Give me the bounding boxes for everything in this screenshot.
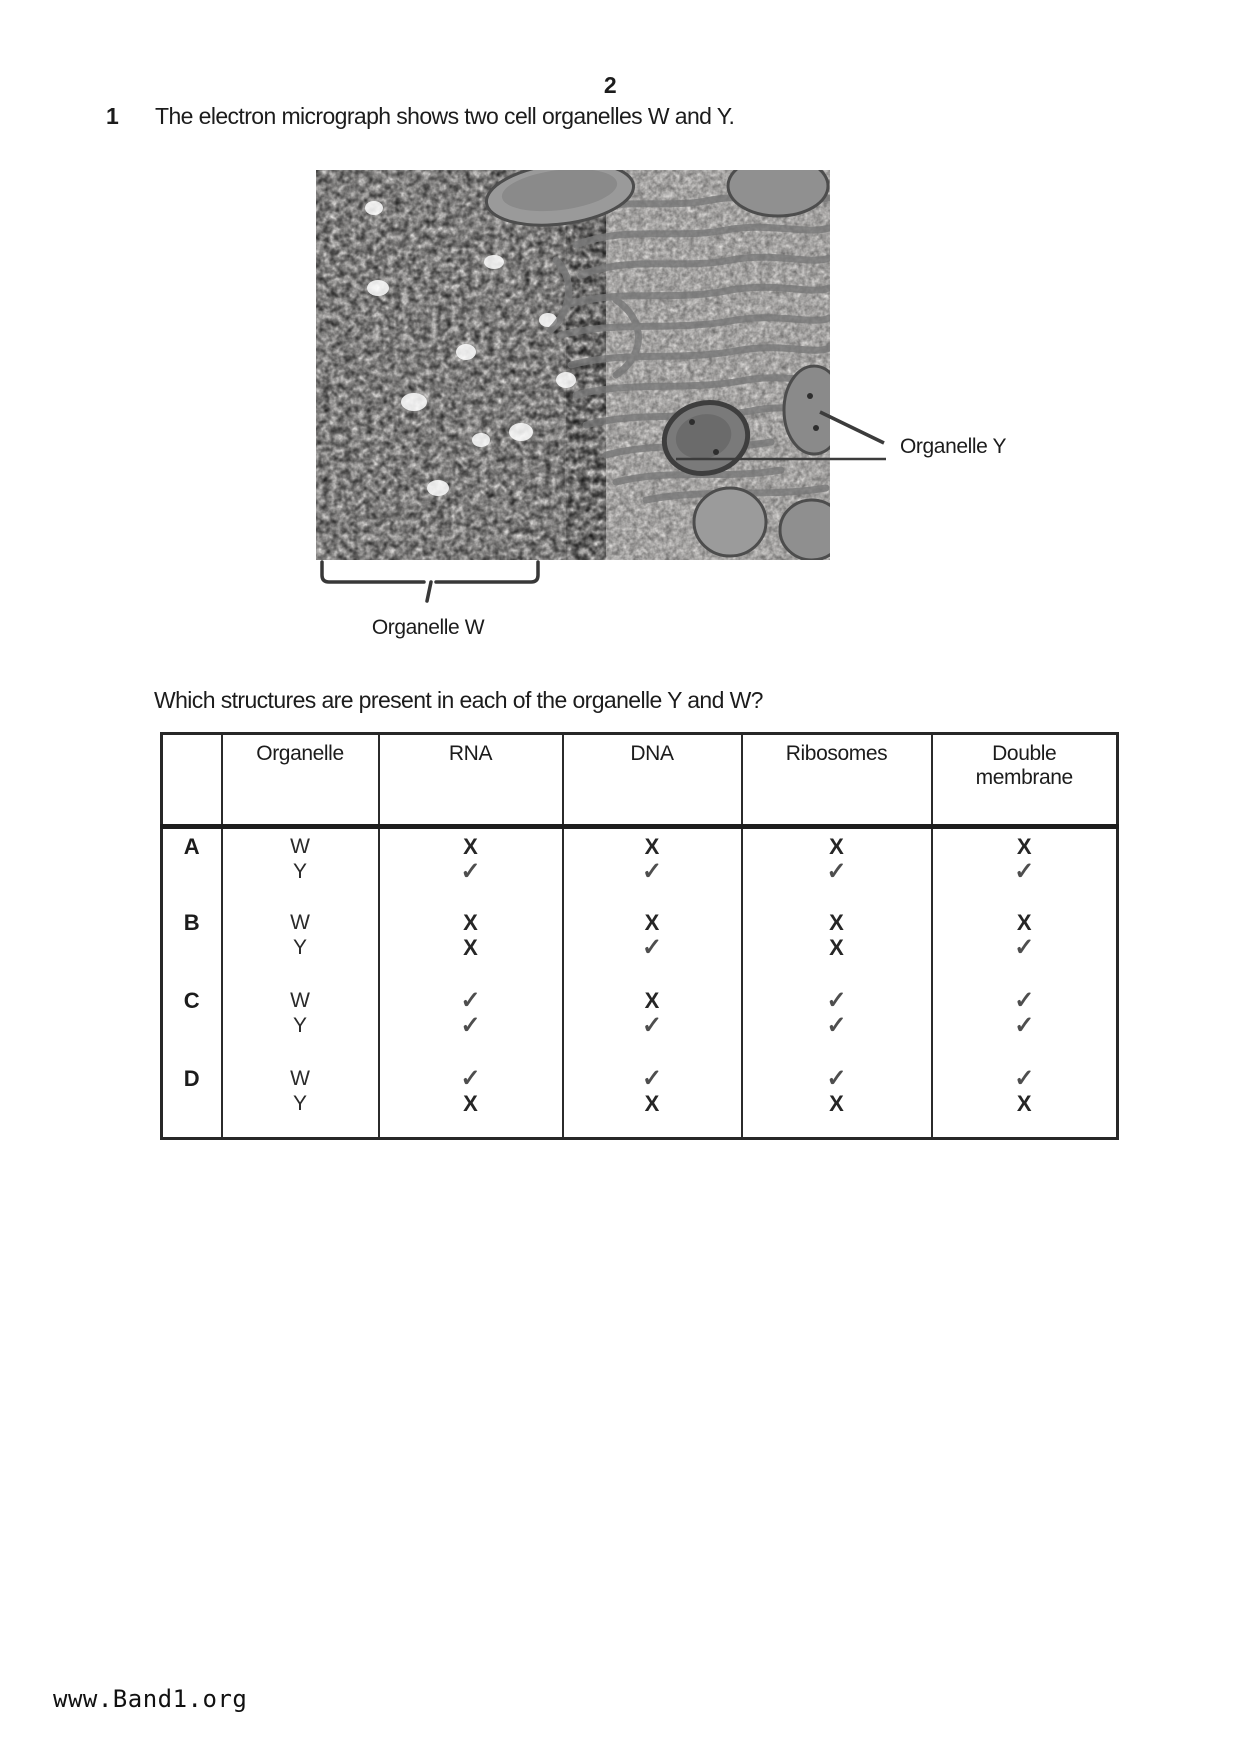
- column-header-blank: [162, 734, 222, 827]
- table-row: [162, 983, 1118, 1061]
- organelle-cell: [222, 905, 379, 983]
- check-mark: ✓: [460, 858, 481, 885]
- check-mark: ✓: [826, 858, 847, 885]
- option-letter-cell: [162, 983, 222, 1061]
- footer-url[interactable]: www.Band1.org: [53, 1685, 248, 1713]
- check-mark: ✓: [826, 1011, 847, 1039]
- organelle-row-label: Y: [292, 935, 307, 959]
- check-mark: ✓: [1014, 858, 1035, 885]
- organelle-row-label: Y: [292, 1091, 307, 1115]
- question-number: 1: [106, 103, 119, 129]
- organelle-w-label: Organelle W: [371, 616, 485, 639]
- options-table-body: [162, 827, 1118, 1139]
- organelle-row-label: Y: [292, 1013, 307, 1037]
- option-letter-cell: [162, 827, 222, 905]
- cross-mark: X: [1016, 834, 1032, 859]
- cross-mark: X: [1016, 909, 1032, 935]
- marks-cell: [379, 827, 563, 905]
- check-mark: ✓: [1014, 1011, 1035, 1039]
- check-mark: ✓: [1014, 1064, 1035, 1092]
- organelle-row-label: W: [290, 835, 310, 858]
- marks-cell: [742, 983, 932, 1061]
- options-table-wrap: [160, 732, 1119, 1140]
- cross-mark: X: [463, 834, 478, 859]
- cross-mark: X: [829, 1090, 844, 1116]
- option-letter: B: [183, 909, 200, 935]
- cross-mark: X: [463, 909, 478, 935]
- cross-mark: X: [829, 834, 844, 859]
- marks-cell: [742, 905, 932, 983]
- electron-micrograph: [316, 170, 830, 560]
- table-row: [162, 1061, 1118, 1139]
- cross-mark: X: [644, 909, 660, 935]
- organelle-row-label: W: [290, 988, 310, 1012]
- table-header-row: [162, 734, 1118, 827]
- marks-cell: [742, 827, 932, 905]
- option-letter-cell: [162, 1061, 222, 1139]
- cross-mark: X: [644, 987, 660, 1013]
- column-header-double-membrane-text: Double membrane: [975, 742, 1073, 789]
- organelle-row-label: W: [290, 1066, 310, 1090]
- check-mark: ✓: [826, 986, 847, 1014]
- check-mark: ✓: [460, 986, 481, 1014]
- cross-mark: X: [829, 934, 844, 960]
- check-mark: ✓: [641, 1064, 663, 1092]
- cross-mark: X: [644, 1090, 660, 1116]
- check-mark: ✓: [460, 1011, 481, 1039]
- check-mark: ✓: [1014, 933, 1035, 961]
- column-header-ribosomes: Ribosomes: [742, 734, 932, 827]
- cross-mark: X: [463, 1090, 478, 1116]
- question-prompt: Which structures are present in each of the organelle Y and W?: [154, 687, 763, 713]
- question-text: The electron micrograph shows two cell organelles W and Y.: [155, 103, 735, 129]
- marks-cell: [563, 827, 742, 905]
- brace-organelle-w: [322, 562, 538, 601]
- organelle-cell: [222, 983, 379, 1061]
- organelle-row-label: Y: [292, 860, 307, 883]
- column-header-dna: DNA: [563, 734, 742, 827]
- column-header-double-membrane: [932, 734, 1118, 827]
- cross-mark: X: [644, 834, 660, 859]
- micrograph-texture: [316, 170, 830, 560]
- marks-cell: [932, 983, 1118, 1061]
- marks-cell: [742, 1061, 932, 1139]
- check-mark: ✓: [826, 1064, 847, 1092]
- marks-cell: [563, 905, 742, 983]
- option-letter-cell: [162, 905, 222, 983]
- option-letter: A: [183, 834, 200, 859]
- marks-cell: [932, 827, 1118, 905]
- marks-cell: [379, 905, 563, 983]
- option-letter: D: [183, 1065, 200, 1091]
- organelle-row-label: W: [290, 910, 310, 934]
- column-header-organelle: Organelle: [222, 734, 379, 827]
- check-mark: ✓: [1014, 986, 1035, 1014]
- check-mark: ✓: [641, 1011, 663, 1039]
- marks-cell: [932, 905, 1118, 983]
- cross-mark: X: [1016, 1090, 1032, 1116]
- cross-mark: X: [829, 909, 844, 935]
- check-mark: ✓: [641, 933, 663, 961]
- organelle-y-label: Organelle Y: [900, 435, 1007, 458]
- check-mark: ✓: [460, 1064, 481, 1092]
- cross-mark: X: [463, 934, 478, 960]
- marks-cell: [379, 1061, 563, 1139]
- option-letter: C: [183, 987, 200, 1013]
- marks-cell: [563, 1061, 742, 1139]
- page-number: 2: [603, 72, 617, 98]
- table-row: [162, 905, 1118, 983]
- marks-cell: [563, 983, 742, 1061]
- column-header-rna: RNA: [379, 734, 563, 827]
- options-table: [160, 732, 1119, 1140]
- organelle-cell: [222, 1061, 379, 1139]
- table-row: [162, 827, 1118, 905]
- marks-cell: [932, 1061, 1118, 1139]
- check-mark: ✓: [641, 858, 663, 885]
- marks-cell: [379, 983, 563, 1061]
- organelle-cell: [222, 827, 379, 905]
